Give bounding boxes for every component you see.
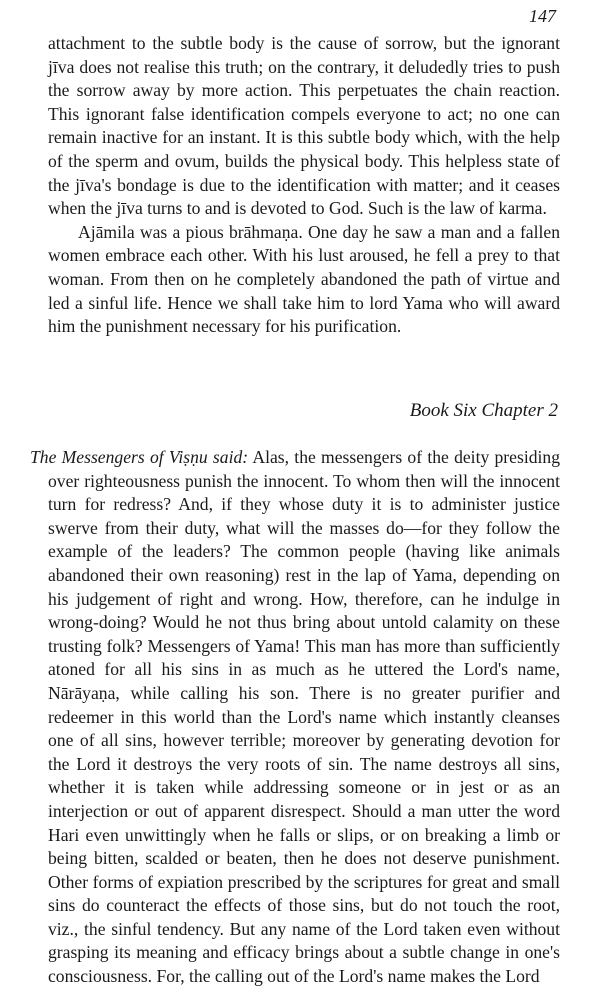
- paragraph-ajamila: Ajāmila was a pious brāhmaṇa. One day he saw a man and a fallen women embrace each other. With his lust aroused, he fell a prey to that woman. From then on he completely abandoned the path of virtue and led a sinful life. Hence we shall take him to lord Yama who will award him the punishment necessary for his purification.: [48, 221, 560, 337]
- chapter-heading: Book Six Chapter 2: [409, 400, 558, 421]
- chapter-text-block: [30, 446, 560, 989]
- speech-text: Alas, the messengers of the deity presiding over righteousness punish the innocent. To whom then will the innocent turn for redress? And, if they whose duty it is to administer justice swerve from their duty, what will the masses do—for they follow the example of the leaders? The common people (having like animals abandoned their own reasoning) rest in the lap of Yama, depending on his judgement of right and wrong. How, therefore, can he indulge in wrong-doing? Would he not thus bring about untold calamity on these trusting folk? Messengers of Yama! This man has more than sufficiently atoned for all his sins in as much as he uttered the Lord's name, Nārāyaṇa, while calling his son. There is no greater purifier and redeemer in this world than the Lord's name which instantly cleanses one of all sins, however terrible; moreover by generating devotion for the Lord it destroys the very roots of sin. The name destroys all sins, whether it is taken while addressing someone or in jest or as an interjection or out of apparent disrespect. Should a man utter the word Hari even unwittingly when he falls or slips, or on breaking a limb or being bitten, scalded or beaten, then he does not deserve punishment. Other forms of expiation prescribed by the scriptures for great and small sins do counteract the effects of those sins, but do not touch the root, viz., the sinful tendency. But any name of the Lord taken even without grasping its meaning and efficacy brings about a subtle change in one's consciousness. For, the calling out of the Lord's name makes the Lord: [48, 447, 560, 987]
- speech-paragraph: [30, 446, 560, 989]
- top-text-block: [48, 32, 560, 339]
- page-number: 147: [529, 6, 556, 26]
- paragraph-continued: attachment to the subtle body is the cause of sorrow, but the ignorant jīva does not realise this truth; on the contrary, it deludedly tries to push the sorrow away by more action. This perpetuates the chain reaction. This ignorant false identification compels everyone to act; no one can remain inactive for an instant. It is this subtle body which, with the help of the sperm and ovum, builds the physical body. This helpless state of the jīva's bondage is due to the identification with matter; and it ceases when the jīva turns to and is devoted to God. Such is the law of karma.: [48, 33, 560, 219]
- speaker-label: The Messengers of Viṣṇu said:: [30, 447, 249, 467]
